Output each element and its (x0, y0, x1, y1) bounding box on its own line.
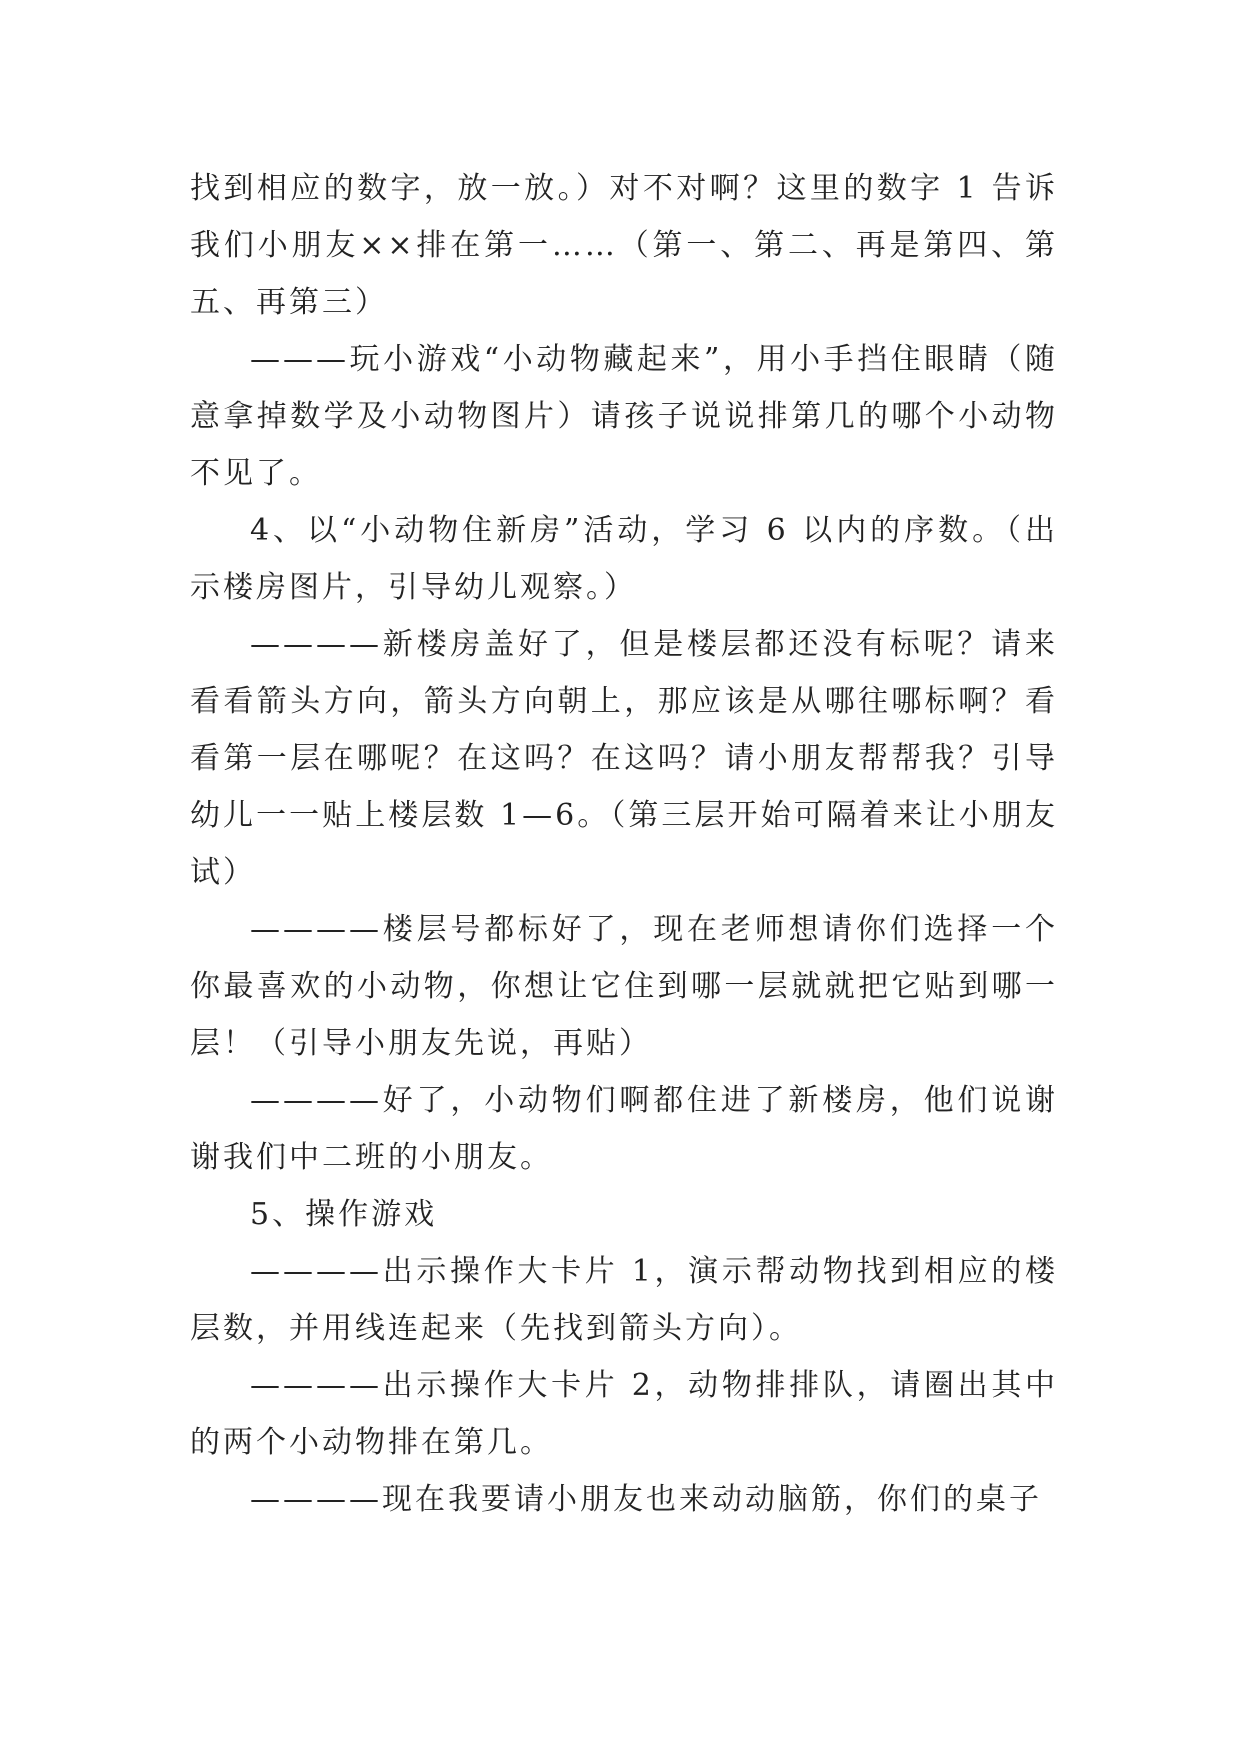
paragraph-7: 5、操作游戏 (250, 1197, 438, 1232)
paragraph-5: ————楼层号都标好了，现在老师想请你们选择一个你最喜欢的小动物，你想让它住到哪一层就就把它贴到哪一层！（引导小朋友先说，再贴） (190, 912, 1058, 1061)
document-body (190, 160, 1058, 1528)
paragraph-6: ————好了，小动物们啊都住进了新楼房，他们说谢谢我们中二班的小朋友。 (190, 1083, 1058, 1175)
paragraph-8: ————出示操作大卡片 1，演示帮动物找到相应的楼层数，并用线连起来（先找到箭头方向）。 (190, 1254, 1058, 1346)
paragraph-10: ————现在我要请小朋友也来动动脑筋，你们的桌子 (250, 1482, 1042, 1517)
paragraph-1: 找到相应的数字，放一放。）对不对啊？这里的数字 1 告诉我们小朋友××排在第一……（第一、第二、再是第四、第五、再第三） (190, 171, 1058, 320)
paragraph-9: ————出示操作大卡片 2，动物排排队，请圈出其中的两个小动物排在第几。 (190, 1368, 1058, 1460)
paragraph-2: ———玩小游戏“小动物藏起来”，用小手挡住眼睛（随意拿掉数学及小动物图片）请孩子说说排第几的哪个小动物不见了。 (190, 342, 1058, 491)
paragraph-3: 4、以“小动物住新房”活动，学习 6 以内的序数。（出示楼房图片，引导幼儿观察。） (190, 513, 1058, 605)
paragraph-4: ————新楼房盖好了，但是楼层都还没有标呢？请来看看箭头方向，箭头方向朝上，那应该是从哪往哪标啊？看看第一层在哪呢？在这吗？在这吗？请小朋友帮帮我？引导幼儿一一贴上楼层数 1—6。（第三层开始可隔着来让小朋友试） (190, 627, 1058, 890)
